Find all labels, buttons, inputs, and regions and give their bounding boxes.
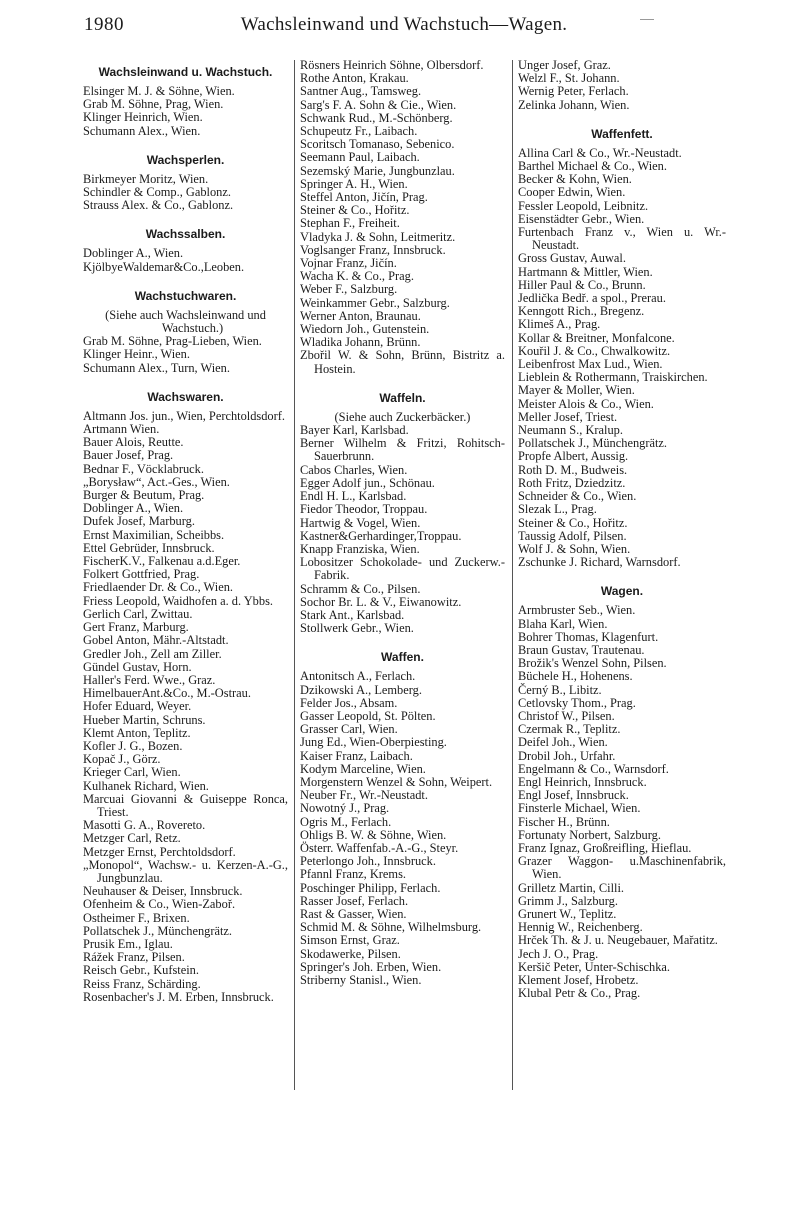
directory-entry: Nowotný J., Prag. (300, 801, 390, 816)
directory-entry: Pfannl Franz, Krems. (300, 867, 406, 882)
directory-entry: Finsterle Michael, Wien. (518, 801, 641, 816)
directory-entry: Hiller Paul & Co., Brunn. (518, 277, 646, 292)
directory-entry: Reisch Gebr., Kufstein. (83, 963, 199, 978)
directory-entry: Engl Josef, Innsbruck. (518, 788, 629, 803)
column-3 (518, 59, 726, 1000)
directory-entry: Marcuai Giovanni & Guiseppe Ronca, Triest. (83, 791, 288, 819)
directory-entry: Blaha Karl, Wien. (518, 616, 608, 631)
section-heading: Waffenfett. (591, 126, 653, 141)
directory-entry: Kofler J. G., Bozen. (83, 738, 183, 753)
directory-entry: Hueber Martin, Schruns. (83, 712, 206, 727)
directory-entry: Ohligs B. W. & Söhne, Wien. (300, 827, 447, 842)
directory-entry: Klinger Heinr., Wien. (83, 347, 190, 362)
directory-entry: Leibenfrost Max Lud., Wien. (518, 357, 663, 372)
directory-entry: Egger Adolf jun., Schönau. (300, 475, 435, 490)
directory-entry: Fortunaty Norbert, Salzburg. (518, 827, 661, 842)
directory-entry: Grazer Waggon- u.Maschinenfabrik, Wien. (518, 854, 726, 882)
directory-entry: Engelmann & Co., Warnsdorf. (518, 761, 669, 776)
directory-entry: Barthel Michael & Co., Wien. (518, 159, 667, 174)
directory-entry: Ettel Gebrüder, Innsbruck. (83, 540, 215, 555)
directory-entry: Voglsanger Franz, Innsbruck. (300, 242, 446, 257)
directory-entry: Dufek Josef, Marburg. (83, 514, 195, 529)
spacer (518, 112, 726, 127)
directory-entry: Schumann Alex., Wien. (83, 123, 201, 138)
section-heading: Waffeln. (379, 390, 426, 405)
directory-entry: Klinger Heinrich, Wien. (83, 110, 203, 125)
directory-entry: Hartmann & Mittler, Wien. (518, 264, 653, 279)
directory-entry: Steiner & Co., Hořitz. (518, 515, 628, 530)
directory-entry: Bayer Karl, Karlsbad. (300, 423, 409, 438)
directory-entry: Gross Gustav, Auwal. (518, 251, 626, 266)
directory-entry: Slezak L., Prag. (518, 502, 597, 517)
directory-entry: Ernst Maximilian, Scheibbs. (83, 527, 225, 542)
directory-entry: Stark Ant., Karlsbad. (300, 607, 405, 622)
directory-entry: (Siehe auch Wachsleinwand und Wachstuch.) (105, 307, 266, 336)
spacer (83, 138, 288, 153)
section (518, 112, 726, 570)
directory-entry: Morgenstern Wenzel & Sohn, Weipert. (300, 774, 493, 789)
directory-entry: Fischer H., Brünn. (518, 814, 610, 829)
directory-entry: Fiedor Theodor, Troppau. (300, 502, 428, 517)
directory-entry: Peterlongo Joh., Innsbruck. (300, 854, 436, 869)
directory-entry: Weber F., Salzburg. (300, 282, 398, 297)
directory-entry: Bauer Alois, Reutte. (83, 435, 184, 450)
directory-entry: Kulhanek Richard, Wien. (83, 778, 209, 793)
spacer (83, 212, 288, 227)
directory-entry: Schumann Alex., Turn, Wien. (83, 360, 230, 375)
directory-entry: Rothe Anton, Krakau. (300, 71, 409, 86)
directory-entry: Klement Josef, Hrobetz. (518, 973, 639, 987)
directory-entry: Hartwig & Vogel, Wien. (300, 515, 421, 530)
directory-entry: Franz Ignaz, Großreifling, Hieflau. (518, 840, 692, 855)
directory-entry: Endl H. L., Karlsbad. (300, 489, 407, 504)
directory-entry: Werner Anton, Braunau. (300, 308, 421, 323)
directory-entry: Kenngott Rich., Bregenz. (518, 304, 645, 319)
directory-entry: Doblinger A., Wien. (83, 246, 184, 261)
section (518, 569, 726, 1000)
directory-entry: Černý B., Libitz. (518, 682, 602, 697)
spacer (83, 375, 288, 390)
directory-entry: Striberny Stanisl., Wien. (300, 973, 422, 987)
directory-entry: Zschunke J. Richard, Warnsdorf. (518, 555, 681, 570)
directory-entry: Friess Leopold, Waidhofen a. d. Ybbs. (83, 593, 273, 608)
directory-entry: Elsinger M. J. & Söhne, Wien. (83, 84, 235, 98)
section-heading: Wachsperlen. (146, 152, 225, 167)
column-1 (83, 59, 288, 1004)
directory-entry: Furtenbach Franz v., Wien u. Wr.-Neustadt. (518, 225, 726, 253)
section (83, 375, 288, 1004)
directory-entry: Becker & Kohn, Wien. (518, 172, 632, 187)
directory-entry: Sarg's F. A. Sohn & Cie., Wien. (300, 97, 457, 112)
directory-entry: KjölbyeWaldemar&Co.,Leoben. (83, 259, 245, 274)
directory-entry: Deifel Joh., Wien. (518, 735, 608, 750)
directory-entry: Weinkammer Gebr., Salzburg. (300, 295, 450, 310)
directory-entry: Gasser Leopold, St. Pölten. (300, 708, 436, 723)
section-heading: Wachstuchwaren. (134, 288, 237, 303)
directory-entry: Gert Franz, Marburg. (83, 620, 189, 635)
directory-entry: Cetlovsky Thom., Prag. (518, 695, 636, 710)
directory-entry: Lobositzer Schokolade- und Zuckerw.-Fabrik. (300, 555, 505, 583)
directory-entry: Hofer Eduard, Weyer. (83, 699, 192, 714)
directory-entry: Ofenheim & Co., Wien-Zaboř. (83, 897, 236, 912)
page-number: 1980 (84, 14, 124, 35)
directory-entry: Fessler Leopold, Leibnitz. (518, 198, 649, 213)
directory-entry: Krieger Carl, Wien. (83, 765, 181, 780)
directory-entry: Zelinka Johann, Wien. (518, 97, 630, 112)
column-divider (294, 60, 295, 1090)
directory-entry: Stollwerk Gebr., Wien. (300, 621, 414, 636)
directory-entry: Österr. Waffenfab.-A.-G., Steyr. (300, 840, 459, 855)
directory-entry: Schmid M. & Söhne, Wilhelmsburg. (300, 920, 482, 935)
directory-entry: Rasser Josef, Ferlach. (300, 893, 409, 908)
directory-entry: Czermak R., Teplitz. (518, 722, 621, 737)
directory-entry: Masotti G. A., Rovereto. (83, 818, 206, 833)
directory-entry: Reiss Franz, Schärding. (83, 976, 201, 991)
directory-entry: Ogris M., Ferlach. (300, 814, 392, 829)
directory-entry: Schindler & Comp., Gablonz. (83, 185, 231, 200)
directory-entry: Jech J. O., Prag. (518, 946, 599, 961)
directory-entry: Taussig Adolf, Pilsen. (518, 528, 627, 543)
directory-entry: Pollatschek J., Münchengrätz. (518, 436, 667, 451)
directory-entry: Engl Heinrich, Innsbruck. (518, 774, 647, 789)
directory-entry: Wernig Peter, Ferlach. (518, 84, 629, 99)
section (83, 274, 288, 375)
column-divider (512, 60, 513, 1090)
directory-entry: Roth Fritz, Dziedzitz. (518, 475, 626, 490)
directory-entry: Neuhauser & Deiser, Innsbruck. (83, 884, 243, 899)
directory-entry: Grasser Carl, Wien. (300, 722, 398, 737)
directory-entry: Stephan F., Freiheit. (300, 216, 400, 231)
directory-entry: Grab M. Söhne, Prag-Lieben, Wien. (83, 334, 262, 349)
directory-entry: Wiedorn Joh., Gutenstein. (300, 322, 430, 337)
directory-entry: Gerlich Carl, Zwittau. (83, 606, 193, 621)
section (518, 59, 726, 112)
directory-entry: Meller Josef, Triest. (518, 409, 618, 424)
directory-entry: Cabos Charles, Wien. (300, 462, 408, 477)
directory-entry: Bohrer Thomas, Klagenfurt. (518, 629, 659, 644)
directory-entry: Simson Ernst, Graz. (300, 933, 400, 948)
directory-entry: Seemann Paul, Laibach. (300, 150, 420, 165)
directory-entry: Kollar & Breitner, Monfalcone. (518, 330, 675, 345)
directory-entry: Strauss Alex. & Co., Gablonz. (83, 198, 234, 213)
directory-entry: Meister Alois & Co., Wien. (518, 396, 654, 411)
spacer (83, 274, 288, 289)
directory-entry: Drobil Joh., Urfahr. (518, 748, 616, 763)
directory-entry: Kaiser Franz, Laibach. (300, 748, 413, 763)
directory-entry: Welzl F., St. Johann. (518, 71, 620, 86)
directory-entry: Kouřil J. & Co., Chwalkowitz. (518, 343, 671, 358)
directory-entry: Bednar F., Vöcklabruck. (83, 461, 204, 476)
directory-entry: Skodawerke, Pilsen. (300, 946, 401, 961)
directory-entry: Knapp Franziska, Wien. (300, 541, 420, 556)
directory-entry: Metzger Carl, Retz. (83, 831, 181, 846)
directory-entry: Jedlička Bedř. a spol., Prerau. (518, 291, 666, 306)
directory-entry: Steiner & Co., Hořitz. (300, 203, 410, 218)
directory-entry: Schupeutz Fr., Laibach. (300, 124, 418, 139)
directory-entry: Steffel Anton, Jičín, Prag. (300, 190, 428, 205)
spacer (300, 376, 505, 391)
directory-entry: Santner Aug., Tamsweg. (300, 84, 422, 99)
directory-entry: Artmann Wien. (83, 422, 160, 437)
directory-entry: Berner Wilhelm & Fritzi, Rohitsch-Sauerbrunn. (300, 436, 505, 464)
directory-entry: Kastner&Gerhardinger,Troppau. (300, 528, 462, 543)
directory-entry: Vladyka J. & Sohn, Leitmeritz. (300, 229, 456, 244)
directory-entry: Wolf J. & Sohn, Wien. (518, 541, 631, 556)
directory-entry: Poschinger Philipp, Ferlach. (300, 880, 441, 895)
directory-entry: Wladika Johann, Brünn. (300, 335, 421, 350)
directory-entry: Rast & Gasser, Wien. (300, 906, 407, 921)
directory-entry: Rážek Franz, Pilsen. (83, 950, 185, 965)
directory-entry: Allina Carl & Co., Wr.-Neustadt. (518, 145, 682, 160)
directory-entry: Haller's Ferd. Wwe., Graz. (83, 672, 216, 687)
directory-entry: Bauer Josef, Prag. (83, 448, 174, 463)
directory-entry: Doblinger A., Wien. (83, 501, 184, 516)
directory-entry: Metzger Ernst, Perchtoldsdorf. (83, 844, 236, 859)
directory-entry: Dzikowski A., Lemberg. (300, 682, 422, 697)
spacer (300, 635, 505, 650)
directory-entry: Rosenbacher's J. M. Erben, Innsbruck. (83, 989, 274, 1004)
directory-entry: Birkmeyer Moritz, Wien. (83, 171, 209, 186)
directory-entry: Schramm & Co., Pilsen. (300, 581, 421, 596)
directory-entry: Eisenstädter Gebr., Wien. (518, 211, 645, 226)
directory-entry: FischerK.V., Falkenau a.d.Eger. (83, 554, 241, 569)
directory-entry: Springer A. H., Wien. (300, 176, 408, 191)
directory-entry: Springer's Joh. Erben, Wien. (300, 959, 442, 974)
directory-entry: Prusik Em., Iglau. (83, 936, 173, 951)
directory-entry: Kodym Marceline, Wien. (300, 761, 426, 776)
column-2 (300, 59, 505, 987)
section-heading: Waffen. (381, 650, 424, 665)
directory-entry: Burger & Beutum, Prag. (83, 488, 205, 503)
section (83, 138, 288, 213)
directory-entry: Christof W., Pilsen. (518, 708, 615, 723)
directory-entry: Friedlaender Dr. & Co., Wien. (83, 580, 233, 595)
directory-entry: Gündel Gustav, Horn. (83, 659, 192, 674)
directory-entry: Ostheimer F., Brixen. (83, 910, 190, 925)
directory-entry: Folkert Gottfried, Prag. (83, 567, 200, 582)
directory-entry: Gredler Joh., Zell am Ziller. (83, 646, 222, 661)
directory-entry: Rösners Heinrich Söhne, Olbersdorf. (300, 58, 484, 72)
directory-entry: Keršič Peter, Unter-Schischka. (518, 959, 671, 974)
directory-entry: Vojnar Franz, Jičín. (300, 256, 397, 271)
directory-entry: Felder Jos., Absam. (300, 695, 398, 710)
directory-entry: Schneider & Co., Wien. (518, 489, 637, 504)
directory-entry: Cooper Edwin, Wien. (518, 185, 626, 200)
directory-entry: Pollatschek J., Münchengrätz. (83, 923, 232, 938)
directory-entry: Neuber Fr., Wr.-Neustadt. (300, 788, 428, 803)
directory-entry: Klimeš A., Prag. (518, 317, 601, 332)
directory-entry: Neumann S., Kralup. (518, 423, 623, 438)
page-title: Wachsleinwand und Wachstuch—Wagen. (240, 14, 568, 35)
directory-entry: Scoritsch Tomanaso, Sebenico. (300, 137, 455, 152)
directory-entry: Brožik's Wenzel Sohn, Pilsen. (518, 656, 667, 671)
page-header (84, 14, 724, 38)
section (300, 376, 505, 635)
directory-entry: Grunert W., Teplitz. (518, 906, 617, 921)
directory-entry: Hennig W., Reichenberg. (518, 920, 643, 935)
directory-entry: Grab M. Söhne, Prag, Wien. (83, 97, 224, 112)
directory-entry: Lieblein & Rothermann, Traiskirchen. (518, 370, 708, 385)
section-heading: Wachswaren. (147, 389, 224, 404)
directory-entry: „Borysław“, Act.-Ges., Wien. (83, 474, 230, 489)
directory-entry: Büchele H., Hohenens. (518, 669, 633, 684)
directory-entry: Zbořil W. & Sohn, Brünn, Bistritz a. Hostein. (300, 348, 505, 376)
section (300, 59, 505, 376)
directory-entry: Roth D. M., Budweis. (518, 462, 628, 477)
directory-entry: Klemt Anton, Teplitz. (83, 725, 191, 740)
section (83, 212, 288, 273)
directory-entry: Kopač J., Görz. (83, 752, 161, 767)
spacer (518, 569, 726, 584)
section-heading: Wagen. (600, 584, 644, 599)
directory-entry: Jung Ed., Wien-Oberpiesting. (300, 735, 447, 750)
directory-entry: Mayer & Moller, Wien. (518, 383, 635, 398)
directory-entry: Wacha K. & Co., Prag. (300, 269, 414, 284)
section (83, 59, 288, 138)
directory-entry: Armbruster Seb., Wien. (518, 603, 636, 618)
directory-entry: (Siehe auch Zuckerbäcker.) (334, 409, 471, 424)
directory-entry: Antonitsch A., Ferlach. (300, 669, 416, 684)
directory-entry: Braun Gustav, Trautenau. (518, 642, 645, 657)
directory-entry: Hrček Th. & J. u. Neugebauer, Mařatitz. (518, 933, 718, 948)
section-heading: Wachsleinwand u. Wachstuch. (98, 65, 273, 79)
directory-entry: Schwank Rud., M.-Schönberg. (300, 110, 453, 125)
directory-entry: Propfe Albert, Aussig. (518, 449, 629, 464)
directory-entry: Grilletz Martin, Cilli. (518, 880, 624, 895)
directory-entry: Gobel Anton, Mähr.-Altstadt. (83, 633, 229, 648)
directory-entry: „Monopol“, Wachsw.- u. Kerzen-A.-G., Jungbunzlau. (83, 857, 288, 885)
directory-entry: HimelbauerAnt.&Co., M.-Ostrau. (83, 686, 251, 701)
header-mark (640, 19, 654, 20)
directory-entry: Klubal Petr & Co., Prag. (518, 986, 641, 1001)
directory-entry: Unger Josef, Graz. (518, 58, 611, 72)
directory-entry: Altmann Jos. jun., Wien, Perchtoldsdorf. (83, 408, 285, 423)
section-heading: Wachssalben. (145, 227, 226, 242)
section (300, 635, 505, 987)
directory-entry: Sezemský Marie, Jungbunzlau. (300, 163, 455, 178)
directory-entry: Grimm J., Salzburg. (518, 893, 618, 908)
directory-entry: Sochor Br. L. & V., Eiwanowitz. (300, 594, 462, 609)
